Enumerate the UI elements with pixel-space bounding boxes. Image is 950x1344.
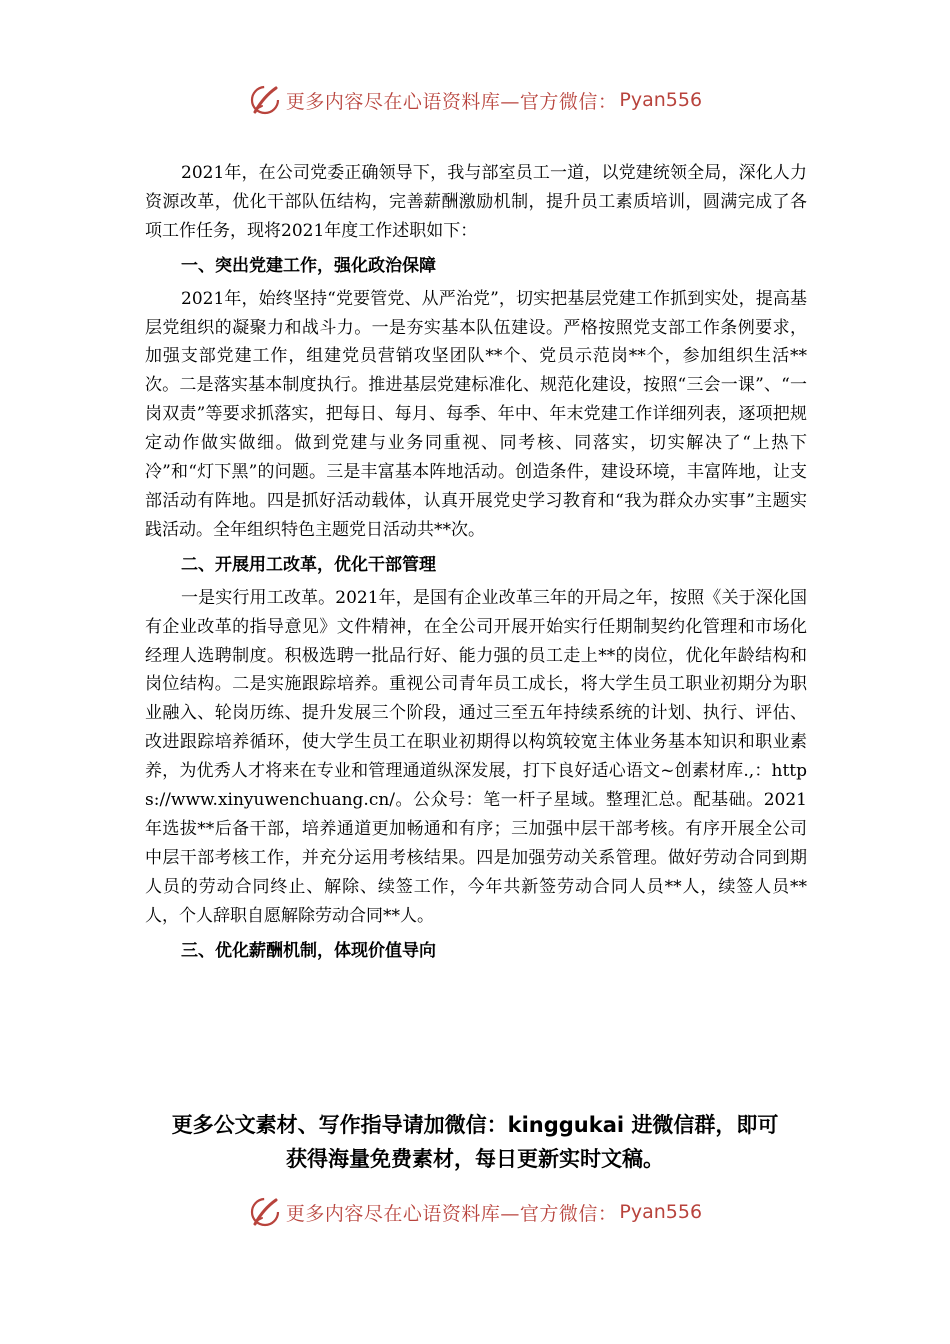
promo-banner	[120, 1108, 830, 1176]
footer-watermark	[0, 1192, 950, 1232]
watermark-wechat-id: Pyan556	[619, 1201, 703, 1223]
header-watermark	[0, 80, 950, 120]
watermark-text: 更多内容尽在心语资料库—官方微信：	[285, 90, 618, 113]
section-2-paragraph: 一是实行用工改革。2021年，是国有企业改革三年的开局之年，按照《关于深化国有企业改革的指导意见》文件精神，在全公司开展开始实行任期制契约化管理和市场化经理人选聘制度。积极选聘一批品行好、能力强的员工走上**的岗位，优化年龄结构和岗位结构。二是实施跟踪培养。重视公司青年员工成长，将大学生员工职业初期分为职业融入、轮岗历练、提升发展三个阶段，通过三至五年持续系统的计划、执行、评估、改进跟踪培养循环，使大学生员工在职业初期得以构筑较宽主体业务基本知识和职业素养，为优秀人才将来在专业和管理通道纵深发展，打下良好适心语文~创素材库.,：https://www.xinyuwenchuang.cn/。公众号：笔一杆子星域。整理汇总。配基础。2021年选拔**后备干部，培养通道更加畅通和有序；三加强中层干部考核。有序开展全公司中层干部考核工作，并充分运用考核结果。四是加强劳动关系管理。做好劳动合同到期人员的劳动合同终止、解除、续签工作，今年共新签劳动合同人员**人，续签人员**人，个人辞职自愿解除劳动合同**人。	[145, 587, 807, 926]
intro-paragraph: 2021年，在公司党委正确领导下，我与部室员工一道，以党建统领全局，深化人力资源改革，优化干部队伍结构，完善薪酬激励机制，提升员工素质培训，圆满完成了各项工作任务，现将2021年度工作述职如下：	[145, 163, 807, 241]
watermark-text: 更多内容尽在心语资料库—官方微信：	[285, 1202, 618, 1225]
promo-line-2: 获得海量免费素材，每日更新实时文稿。	[286, 1147, 664, 1171]
brush-logo-icon	[248, 83, 282, 117]
promo-line-1: 更多公文素材、写作指导请加微信：kinggukai 进微信群，即可	[171, 1113, 779, 1137]
watermark-wechat-id: Pyan556	[619, 89, 703, 111]
section-1-heading: 一、突出党建工作，强化政治保障	[181, 255, 436, 276]
section-1-paragraph: 2021年，始终坚持“党要管党、从严治党”，切实把基层党建工作抓到实处，提高基层党组织的凝聚力和战斗力。一是夯实基本队伍建设。严格按照党支部工作条例要求，加强支部党建工作，组建党员营销攻坚团队**个、党员示范岗**个，参加组织生活**次。二是落实基本制度执行。推进基层党建标准化、规范化建设，按照“三会一课”、“一岗双责”等要求抓落实，把每日、每月、每季、年中、年末党建工作详细列表，逐项把规定动作做实做细。做到党建与业务同重视、同考核、同落实，切实解决了“上热下冷”和“灯下黑”的问题。三是丰富基本阵地活动。创造条件，建设环境，丰富阵地，让支部活动有阵地。四是抓好活动载体，认真开展党史学习教育和“我为群众办实事”主题实践活动。全年组织特色主题党日活动共**次。	[145, 288, 807, 540]
brush-logo-icon	[248, 1195, 282, 1229]
document-body	[145, 159, 807, 969]
section-2-heading: 二、开展用工改革，优化干部管理	[181, 554, 436, 575]
section-3-heading: 三、优化薪酬机制，体现价值导向	[181, 940, 436, 961]
